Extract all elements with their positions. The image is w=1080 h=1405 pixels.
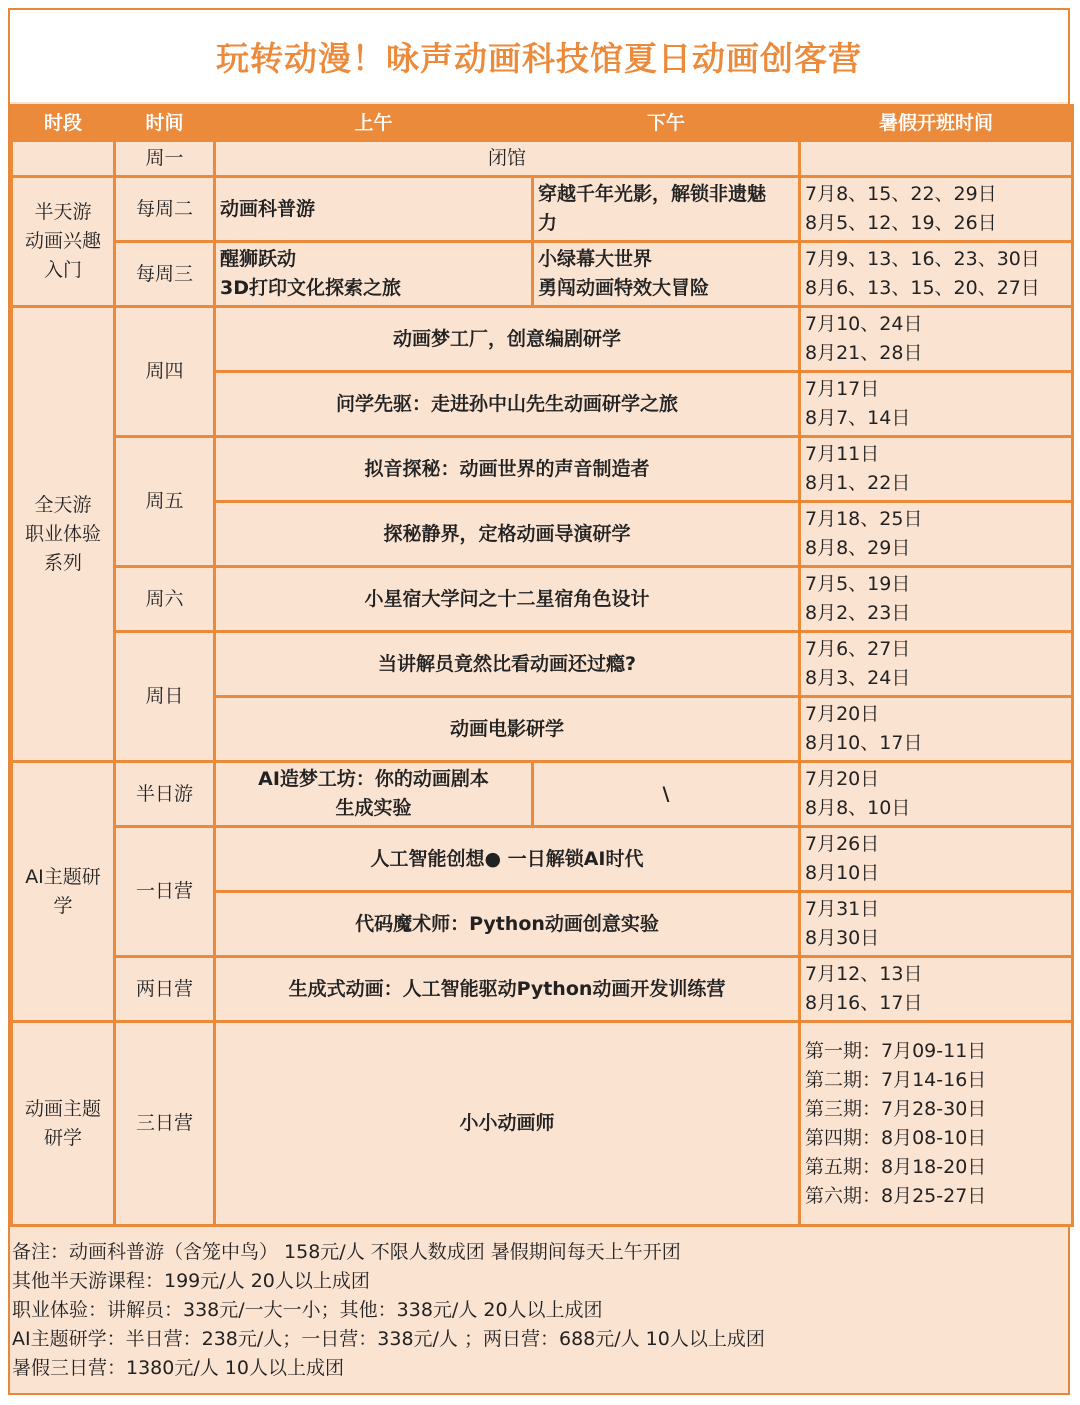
activity-cell: 拟音探秘：动画世界的声音制造者 [216,438,798,500]
table-row [13,828,1071,890]
header-dates: 暑假开班时间 [801,107,1071,139]
afternoon-cell: 小绿幕大世界 勇闯动画特效大冒险 [534,243,798,305]
table-row [13,763,1071,825]
header-morning: 上午 [216,107,531,139]
morning-cell: 醒狮跃动 3D打印文化探索之旅 [216,243,531,305]
note-line: AI主题研学：半日营：238元/人；一日营：338元/人 ；两日营：688元/人 10人以上成团 [12,1328,765,1350]
activity-cell: 问学先驱：走进孙中山先生动画研学之旅 [216,373,798,435]
activity-cell: 闭馆 [216,142,798,175]
activity-cell: 动画电影研学 [216,698,798,760]
note-line: 职业体验：讲解员：338元/一大一小；其他：338元/人 20人以上成团 [12,1299,603,1321]
header-row [13,107,1071,139]
dates-cell: 7月26日 8月10日 [801,828,1071,890]
activity-cell: 代码魔术师：Python动画创意实验 [216,893,798,955]
schedule-table [10,104,1074,1227]
activity-cell: 人工智能创想● 一日解锁AI时代 [216,828,798,890]
dates-cell: 7月20日 8月8、10日 [801,763,1071,825]
table-row [13,243,1071,305]
time-cell: 周六 [116,568,213,630]
note-line: 暑假三日营：1380元/人 10人以上成团 [12,1357,344,1379]
title-band [10,10,1068,102]
dates-cell: 7月31日 8月30日 [801,893,1071,955]
activity-cell: 小星宿大学问之十二星宿角色设计 [216,568,798,630]
note-line: 备注：动画科普游（含笼中鸟） 158元/人 不限人数成团 暑假期间每天上午开团 [12,1241,681,1263]
dates-cell: 7月18、25日 8月8、29日 [801,503,1071,565]
time-cell: 周四 [116,308,213,435]
dates-cell: 7月8、15、22、29日 8月5、12、19、26日 [801,178,1071,240]
category-half-day: 半天游 动画兴趣 入门 [13,178,113,305]
period-cell-empty [13,142,113,175]
time-cell: 三日营 [116,1023,213,1224]
activity-cell: 动画梦工厂，创意编剧研学 [216,308,798,370]
dates-cell: 7月12、13日 8月16、17日 [801,958,1071,1020]
time-cell: 一日营 [116,828,213,955]
time-cell: 每周二 [116,178,213,240]
activity-cell: 探秘静界，定格动画导演研学 [216,503,798,565]
table-row [13,1023,1071,1224]
category-full-day: 全天游 职业体验 系列 [13,308,113,760]
category-ai: AI主题研 学 [13,763,113,1020]
page-title: 玩转动漫！咏声动画科技馆夏日动画创客营 [216,38,862,78]
dates-cell: 7月11日 8月1、22日 [801,438,1071,500]
table-row [13,633,1071,695]
time-cell: 半日游 [116,763,213,825]
morning-cell: 动画科普游 [216,178,531,240]
dates-cell: 第一期：7月09-11日 第二期：7月14-16日 第三期：7月28-30日 第四期：8月08-10日 第五期：8月18-20日 第六期：8月25-27日 [801,1023,1071,1224]
table-row [13,178,1071,240]
table-row [13,308,1071,370]
table-row [13,568,1071,630]
table-row [13,958,1071,1020]
afternoon-cell: \ [534,763,798,825]
afternoon-cell: 穿越千年光影，解锁非遗魅 力 [534,178,798,240]
activity-cell: 当讲解员竟然比看动画还过瘾? [216,633,798,695]
category-animation: 动画主题 研学 [13,1023,113,1224]
table-row [13,438,1071,500]
dates-cell: 7月5、19日 8月2、23日 [801,568,1071,630]
time-cell: 两日营 [116,958,213,1020]
header-period: 时段 [13,107,113,139]
note-line: 其他半天游课程：199元/人 20人以上成团 [12,1270,370,1292]
time-cell: 周日 [116,633,213,760]
dates-cell [801,142,1071,175]
activity-cell: 生成式动画：人工智能驱动Python动画开发训练营 [216,958,798,1020]
header-afternoon: 下午 [534,107,798,139]
activity-cell: 小小动画师 [216,1023,798,1224]
dates-cell: 7月9、13、16、23、30日 8月6、13、15、20、27日 [801,243,1071,305]
table-row [13,142,1071,175]
dates-cell: 7月10、24日 8月21、28日 [801,308,1071,370]
time-cell: 周五 [116,438,213,565]
time-cell: 每周三 [116,243,213,305]
morning-cell: AI造梦工坊：你的动画剧本 生成实验 [216,763,531,825]
dates-cell: 7月17日 8月7、14日 [801,373,1071,435]
time-cell: 周一 [116,142,213,175]
header-time: 时间 [116,107,213,139]
notes-section [12,1238,1062,1383]
dates-cell: 7月6、27日 8月3、24日 [801,633,1071,695]
dates-cell: 7月20日 8月10、17日 [801,698,1071,760]
